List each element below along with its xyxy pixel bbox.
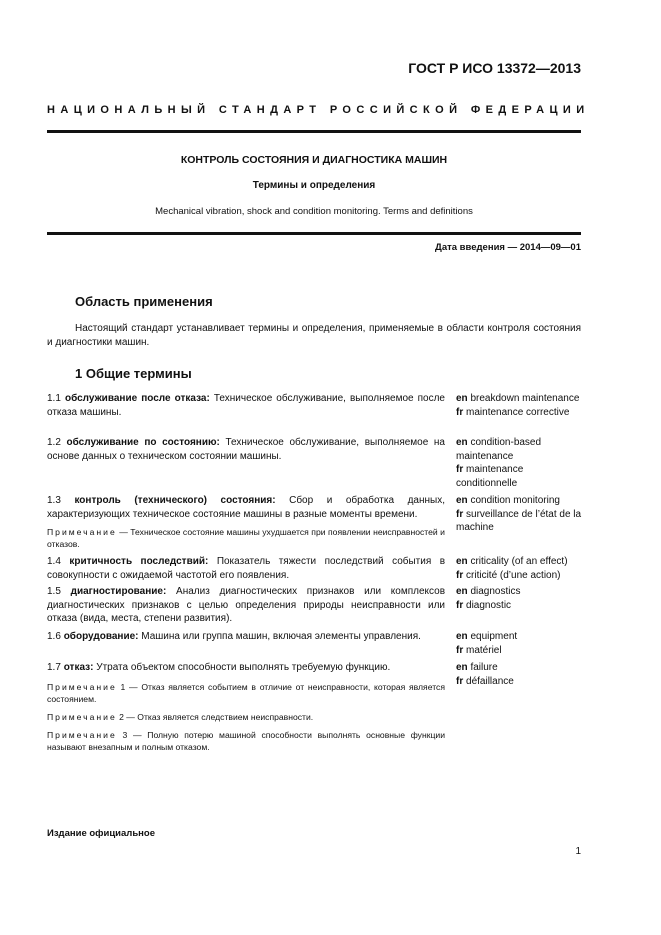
lang-code: fr bbox=[456, 644, 464, 656]
english-term: equipment bbox=[470, 631, 518, 642]
note-text: — Техническое состояние машины ухудшается при появлении неисправностей и отказов. bbox=[47, 527, 445, 549]
term-number: 1.3 bbox=[47, 495, 61, 506]
document-title: КОНТРОЛЬ СОСТОЯНИЯ И ДИАГНОСТИКА МАШИН bbox=[180, 154, 448, 166]
english-term: criticality (of an effect) bbox=[470, 556, 568, 567]
term-translations bbox=[456, 494, 586, 535]
scope-text: Настоящий стандарт устанавливает термины и определения, применяемые в области контроля состояния и диагностики машин. bbox=[47, 323, 581, 348]
term-note bbox=[47, 711, 445, 723]
section-heading: 1 Общие термины bbox=[75, 366, 192, 381]
lang-code: en bbox=[456, 495, 468, 506]
french-term: maintenance conditionnelle bbox=[456, 464, 524, 489]
edition-label: Издание официальное bbox=[47, 828, 155, 839]
term-number: 1.4 bbox=[47, 556, 61, 567]
french-term: maintenance corrective bbox=[466, 406, 570, 418]
title-rule bbox=[47, 232, 581, 235]
note-text: 1 — Отказ является событием в отличие от неисправности, которая является состоянием. bbox=[47, 682, 445, 704]
note-text: 3 — Полную потерю машиной способности выполнять основные функции называют внезапным и полным отказом. bbox=[47, 730, 445, 752]
note-label: Примечание bbox=[47, 712, 117, 722]
term-name: отказ: bbox=[63, 662, 94, 673]
term-note bbox=[47, 681, 445, 705]
english-term: condition-based maintenance bbox=[456, 437, 542, 462]
french-term: défaillance bbox=[466, 675, 514, 687]
french-term: diagnostic bbox=[466, 599, 512, 611]
term-number: 1.7 bbox=[47, 662, 61, 673]
lang-code: fr bbox=[456, 675, 464, 687]
term-entry bbox=[47, 392, 445, 419]
term-translations bbox=[456, 585, 586, 612]
term-number: 1.2 bbox=[47, 437, 61, 448]
term-note bbox=[47, 729, 445, 753]
introduction-date: Дата введения — 2014—09—01 bbox=[435, 242, 581, 253]
lang-code: en bbox=[456, 437, 468, 448]
term-entry bbox=[47, 555, 445, 582]
term-definition: Техническое обслуживание, выполняемое на основе данных о техническом состоянии машины. bbox=[47, 437, 445, 462]
lang-code: en bbox=[456, 393, 468, 404]
term-definition: Техническое обслуживание, выполняемое после отказа машины. bbox=[47, 393, 445, 418]
term-name: диагностирование: bbox=[70, 586, 167, 597]
term-name: критичность последствий: bbox=[69, 556, 209, 567]
lang-code: fr bbox=[456, 599, 464, 611]
term-translations bbox=[456, 661, 586, 688]
term-entry bbox=[47, 585, 445, 626]
term-entry bbox=[47, 436, 445, 463]
english-term: diagnostics bbox=[470, 586, 521, 597]
english-term: condition monitoring bbox=[470, 495, 560, 506]
french-term: surveillance de l’état de la machine bbox=[456, 508, 582, 533]
document-subtitle: Термины и определения bbox=[252, 180, 376, 191]
note-label: Примечание bbox=[47, 682, 117, 692]
term-number: 1.1 bbox=[47, 393, 61, 404]
lang-code: en bbox=[456, 586, 468, 597]
page-number: 1 bbox=[575, 846, 581, 857]
term-definition: Сбор и обработка данных, характеризующих техническое состояние машины в разные моменты времени. bbox=[47, 495, 445, 520]
scope-heading: Область применения bbox=[75, 294, 213, 309]
term-translations bbox=[456, 436, 586, 490]
english-term: breakdown maintenance bbox=[470, 393, 580, 404]
lang-code: fr bbox=[456, 508, 464, 520]
term-translations bbox=[456, 555, 586, 582]
term-note bbox=[47, 526, 445, 550]
term-definition: Машина или группа машин, включая элементы управления. bbox=[141, 631, 421, 642]
term-entry bbox=[47, 494, 445, 521]
lang-code: fr bbox=[456, 569, 464, 581]
term-entry bbox=[47, 630, 445, 644]
term-definition: Анализ диагностических признаков или комплексов диагностических признаков с целью определения природы неисправности или отказа (вида, места, степени развития). bbox=[47, 586, 446, 624]
lang-code: en bbox=[456, 556, 468, 567]
lang-code: en bbox=[456, 662, 468, 673]
term-name: обслуживание после отказа: bbox=[64, 393, 210, 404]
term-definition: Показатель тяжести последствий события в совокупности с ожидаемой частотой его появления. bbox=[47, 556, 446, 581]
lang-code: en bbox=[456, 631, 468, 642]
term-name: контроль (технического) состояния: bbox=[74, 495, 276, 506]
term-entry bbox=[47, 661, 445, 675]
term-number: 1.6 bbox=[47, 631, 61, 642]
lang-code: fr bbox=[456, 406, 464, 418]
french-term: matériel bbox=[466, 644, 502, 656]
document-english-title: Mechanical vibration, shock and condition monitoring. Terms and definitions bbox=[155, 206, 473, 217]
national-standard-title: НАЦИОНАЛЬНЫЙ СТАНДАРТ РОССИЙСКОЙ ФЕДЕРАЦИИ bbox=[47, 104, 590, 116]
term-definition: Утрата объектом способности выполнять требуемую функцию. bbox=[96, 662, 391, 673]
note-label: Примечание bbox=[47, 730, 117, 740]
note-label: Примечание bbox=[47, 527, 117, 537]
english-term: failure bbox=[470, 662, 498, 673]
lang-code: fr bbox=[456, 464, 464, 475]
term-translations bbox=[456, 630, 586, 657]
term-name: обслуживание по состоянию: bbox=[66, 437, 220, 448]
note-text: 2 — Отказ является следствием неисправности. bbox=[116, 712, 314, 722]
standard-code: ГОСТ Р ИСО 13372—2013 bbox=[408, 60, 581, 76]
french-term: criticité (d’une action) bbox=[466, 569, 561, 581]
term-name: оборудование: bbox=[63, 631, 139, 642]
top-rule bbox=[47, 130, 581, 133]
term-number: 1.5 bbox=[47, 586, 61, 597]
term-translations bbox=[456, 392, 586, 419]
